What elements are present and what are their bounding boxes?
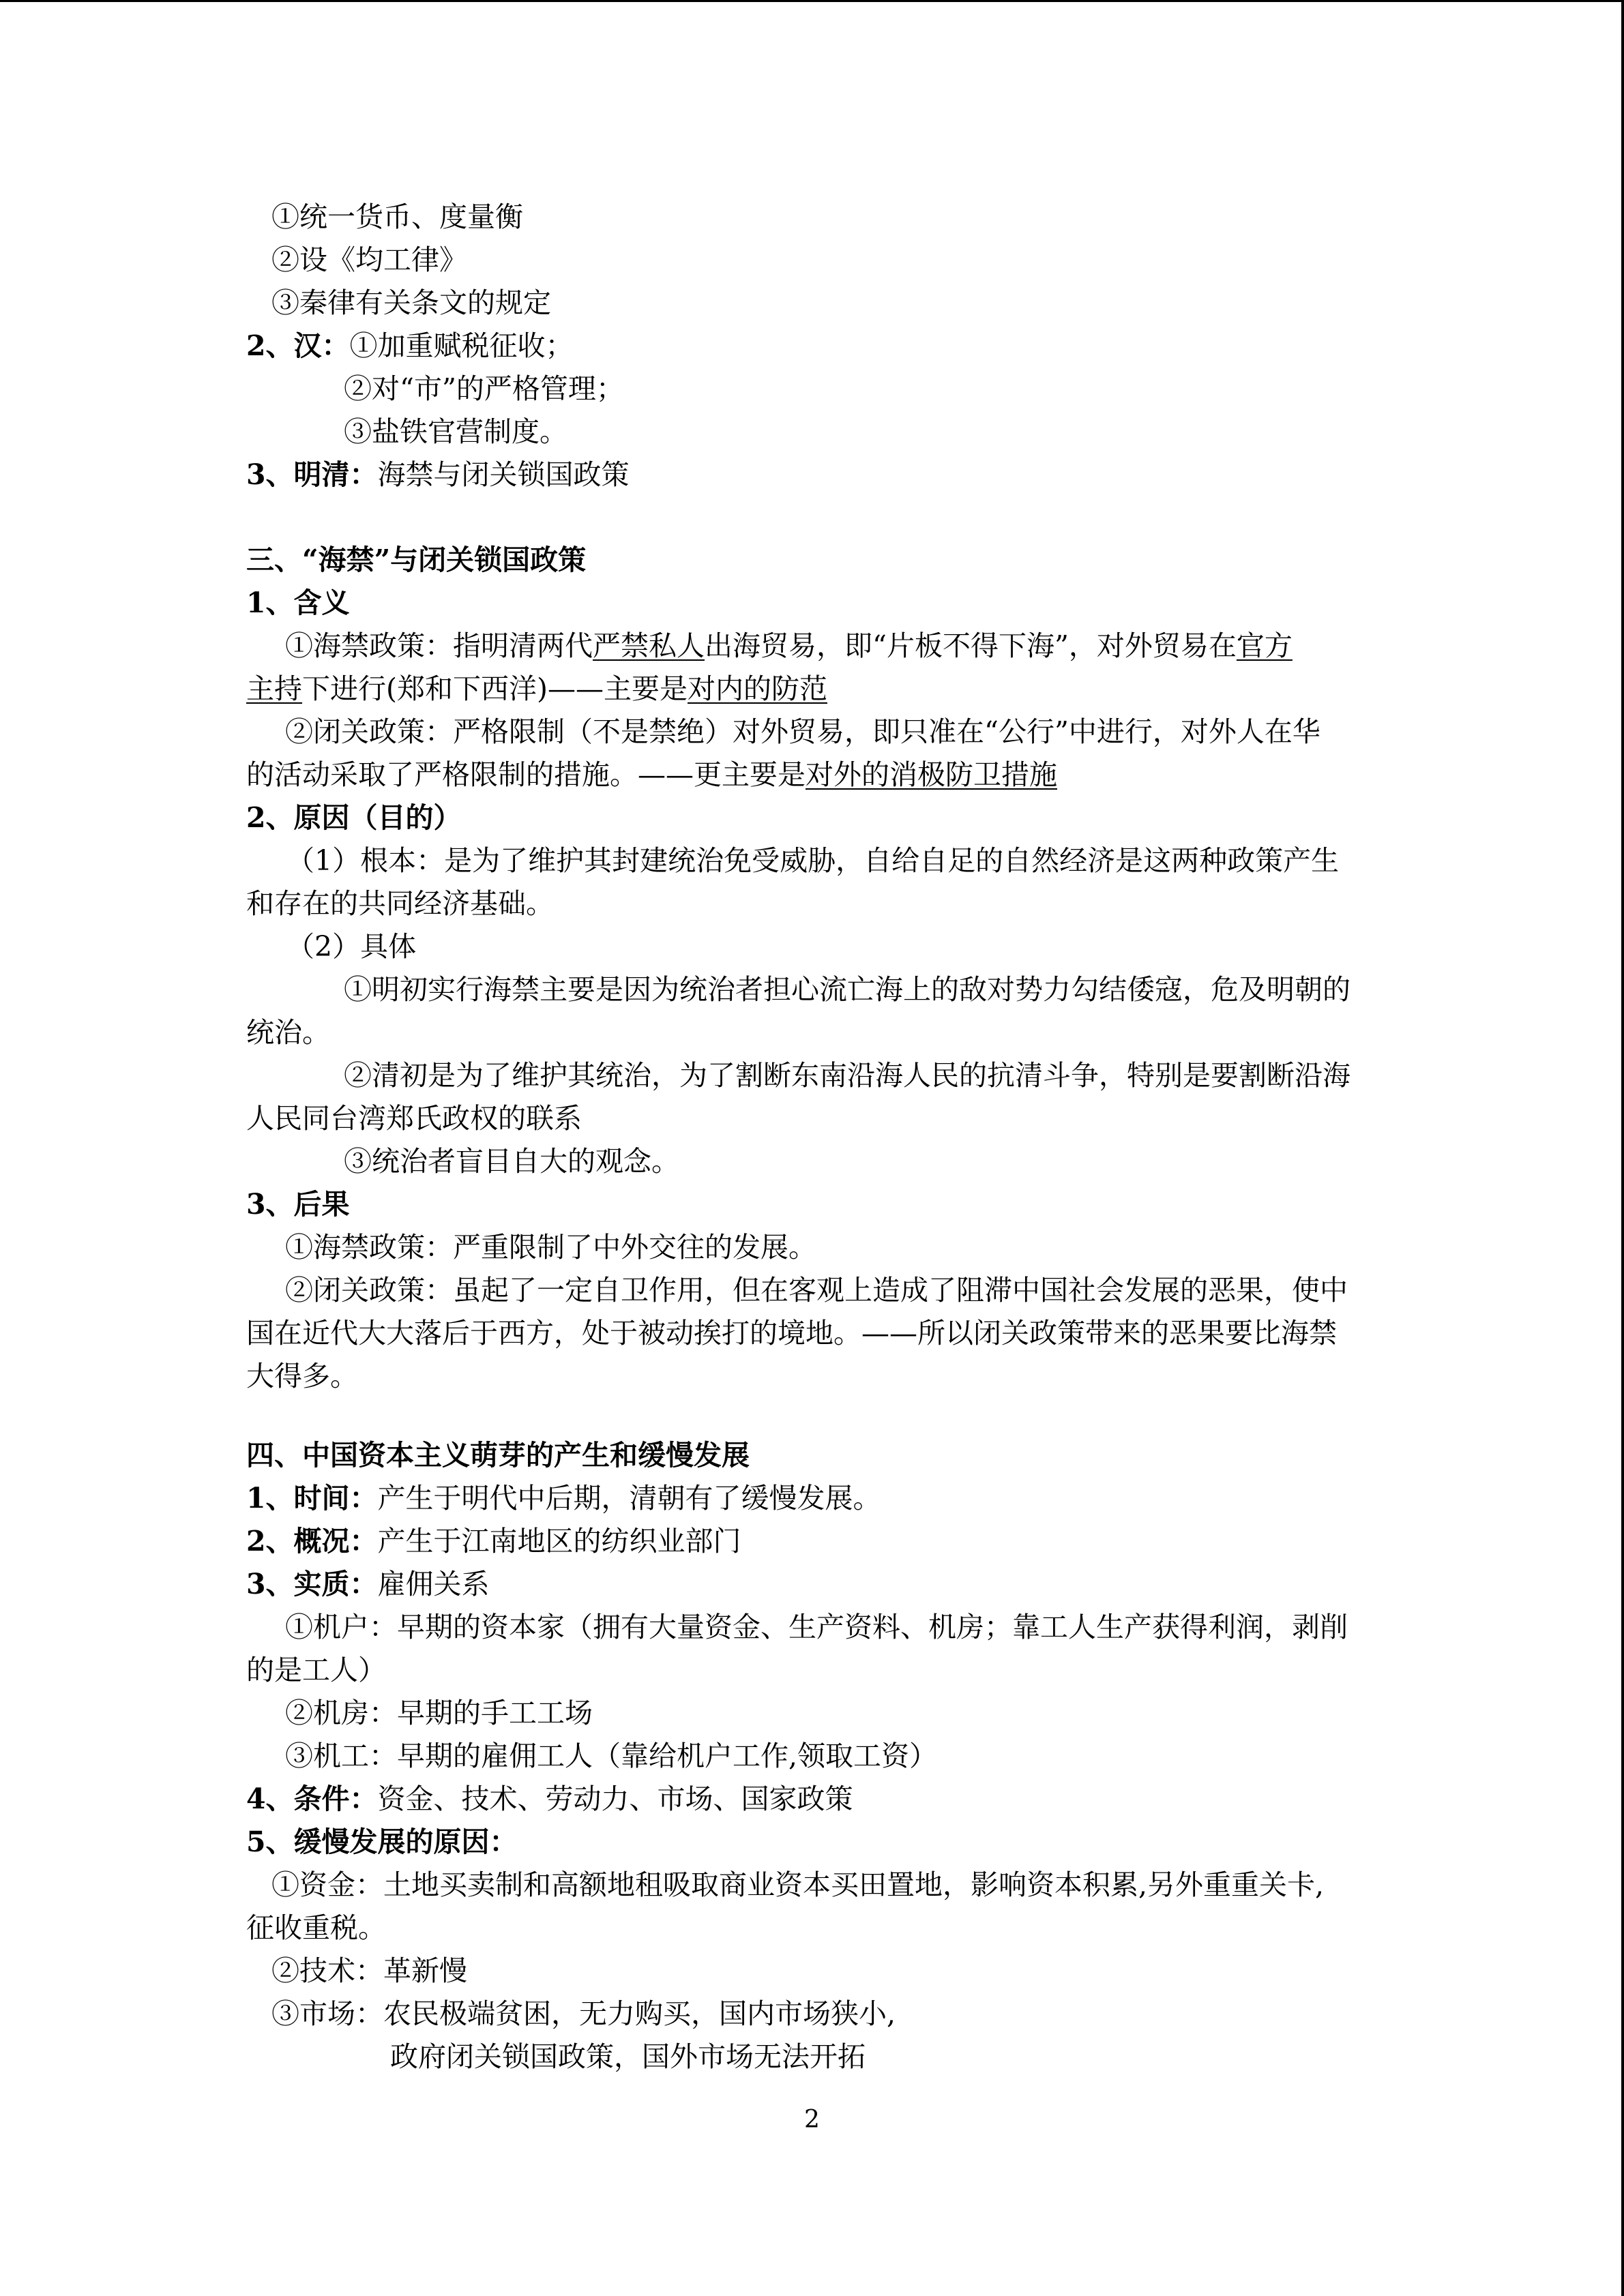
qin-item-3: ③秦律有关条文的规定 xyxy=(271,286,551,319)
s4-slow-reasons-heading: 5、缓慢发展的原因： xyxy=(246,1825,518,1858)
houguo-item-2-line-2: 国在近代大大落后于西方，处于被动挨打的境地。——所以闭关政策带来的恶果要比海禁 xyxy=(246,1317,1337,1350)
section-3-heading: 三、“海禁”与闭关锁国政策 xyxy=(246,543,587,576)
juti-item-1-line-2: 统治。 xyxy=(246,1016,330,1049)
haijin-text-c: 下进行(郑和下西洋)——主要是 xyxy=(302,672,688,705)
haijin-underline-2: 官方 xyxy=(1236,629,1293,662)
juti-item-3: ③统治者盲目自大的观念。 xyxy=(344,1145,679,1178)
s4-essence-line xyxy=(246,1570,490,1598)
s4-essence-text: 雇佣关系 xyxy=(377,1568,490,1600)
haijin-text-a: ①海禁政策：指明清两代 xyxy=(285,629,593,662)
han-item-2: ②对“市”的严格管理； xyxy=(344,372,624,405)
section-3-2-heading: 2、原因（目的） xyxy=(246,801,462,834)
s4-overview-label: 2、概况： xyxy=(246,1525,378,1557)
juti-item-1-line-1: ①明初实行海禁主要是因为统治者担心流亡海上的敌对势力勾结倭寇，危及明朝的 xyxy=(344,973,1350,1006)
houguo-item-1: ①海禁政策：严重限制了中外交往的发展。 xyxy=(285,1231,816,1264)
zijin-line-2: 征收重税。 xyxy=(246,1911,386,1944)
mingqing-line xyxy=(246,458,630,491)
genben-line-1: （1）根本：是为了维护其封建统治免受威胁，自给自足的自然经济是这两种政策产生 xyxy=(286,844,1340,877)
haijin-underline-4: 对内的防范 xyxy=(688,672,827,705)
han-item-3: ③盐铁官营制度。 xyxy=(344,415,567,448)
s4-conditions-text: 资金、技术、劳动力、市场、国家政策 xyxy=(377,1783,853,1815)
page-number: 2 xyxy=(804,2106,820,2134)
jihu-line-2: 的是工人） xyxy=(246,1654,386,1686)
juti-item-2-line-2: 人民同台湾郑氏政权的联系 xyxy=(246,1102,582,1135)
jifang-line: ②机房：早期的手工工场 xyxy=(285,1697,593,1729)
haijin-line-1 xyxy=(285,629,1293,662)
s4-conditions-label: 4、条件： xyxy=(246,1783,378,1815)
s4-time-text: 产生于明代中后期，清朝有了缓慢发展。 xyxy=(377,1482,881,1515)
shichang-line-1: ③市场：农民极端贫困，无力购买，国内市场狭小, xyxy=(271,1997,896,2030)
section-3-1-heading: 1、含义 xyxy=(246,586,350,619)
section-4-heading: 四、中国资本主义萌芽的产生和缓慢发展 xyxy=(246,1439,750,1472)
houguo-item-2-line-3: 大得多。 xyxy=(246,1360,358,1392)
s4-essence-label: 3、实质： xyxy=(246,1568,378,1600)
biguan-underline: 对外的消极防卫措施 xyxy=(806,758,1057,791)
section-3-3-heading: 3、后果 xyxy=(246,1188,350,1221)
qin-item-1: ①统一货币、度量衡 xyxy=(271,200,523,233)
haijin-line-2 xyxy=(246,672,827,705)
juti-item-2-line-1: ②清初是为了维护其统治，为了割断东南沿海人民的抗清斗争，特别是要割断沿海 xyxy=(344,1059,1350,1092)
s4-conditions-line xyxy=(246,1785,853,1813)
haijin-underline-1: 严禁私人 xyxy=(593,629,705,662)
jigong-line: ③机工：早期的雇佣工人（靠给机户工作,领取工资） xyxy=(285,1740,938,1772)
han-item-1: ①加重赋税征收； xyxy=(349,329,574,362)
biguan-line-2 xyxy=(246,758,1057,791)
mingqing-label: 3、明清： xyxy=(246,458,378,491)
haijin-underline-3: 主持 xyxy=(246,672,302,705)
page-right-border xyxy=(1621,0,1624,2296)
s4-overview-line xyxy=(246,1527,741,1555)
s4-time-label: 1、时间： xyxy=(246,1482,378,1515)
mingqing-text: 海禁与闭关锁国政策 xyxy=(377,458,630,491)
houguo-item-2-line-1: ②闭关政策：虽起了一定自卫作用，但在客观上造成了阻滞中国社会发展的恶果，使中 xyxy=(285,1274,1348,1307)
jihu-line-1: ①机户：早期的资本家（拥有大量资金、生产资料、机房；靠工人生产获得利润，剥削 xyxy=(285,1611,1348,1643)
haijin-text-b: 出海贸易，即“片板不得下海”，对外贸易在 xyxy=(705,629,1237,662)
biguan-line-1: ②闭关政策：严格限制（不是禁绝）对外贸易，即只准在“公行”中进行，对外人在华 xyxy=(285,715,1320,748)
han-label: 2、汉： xyxy=(246,329,350,362)
s4-overview-text: 产生于江南地区的纺织业部门 xyxy=(377,1525,741,1557)
biguan-text: 的活动采取了严格限制的措施。——更主要是 xyxy=(246,758,806,791)
juti-heading: （2）具体 xyxy=(286,930,417,963)
han-line-1 xyxy=(246,329,574,362)
shichang-line-2: 政府闭关锁国政策，国外市场无法开拓 xyxy=(390,2040,866,2073)
s4-time-line xyxy=(246,1482,881,1515)
qin-item-2: ②设《均工律》 xyxy=(271,243,467,276)
jishu-line: ②技术：革新慢 xyxy=(271,1954,467,1987)
zijin-line-1: ①资金：土地买卖制和高额地租吸取商业资本买田置地，影响资本积累,另外重重关卡, xyxy=(271,1868,1325,1901)
page-top-border xyxy=(0,0,1624,2)
genben-line-2: 和存在的共同经济基础。 xyxy=(246,887,554,920)
